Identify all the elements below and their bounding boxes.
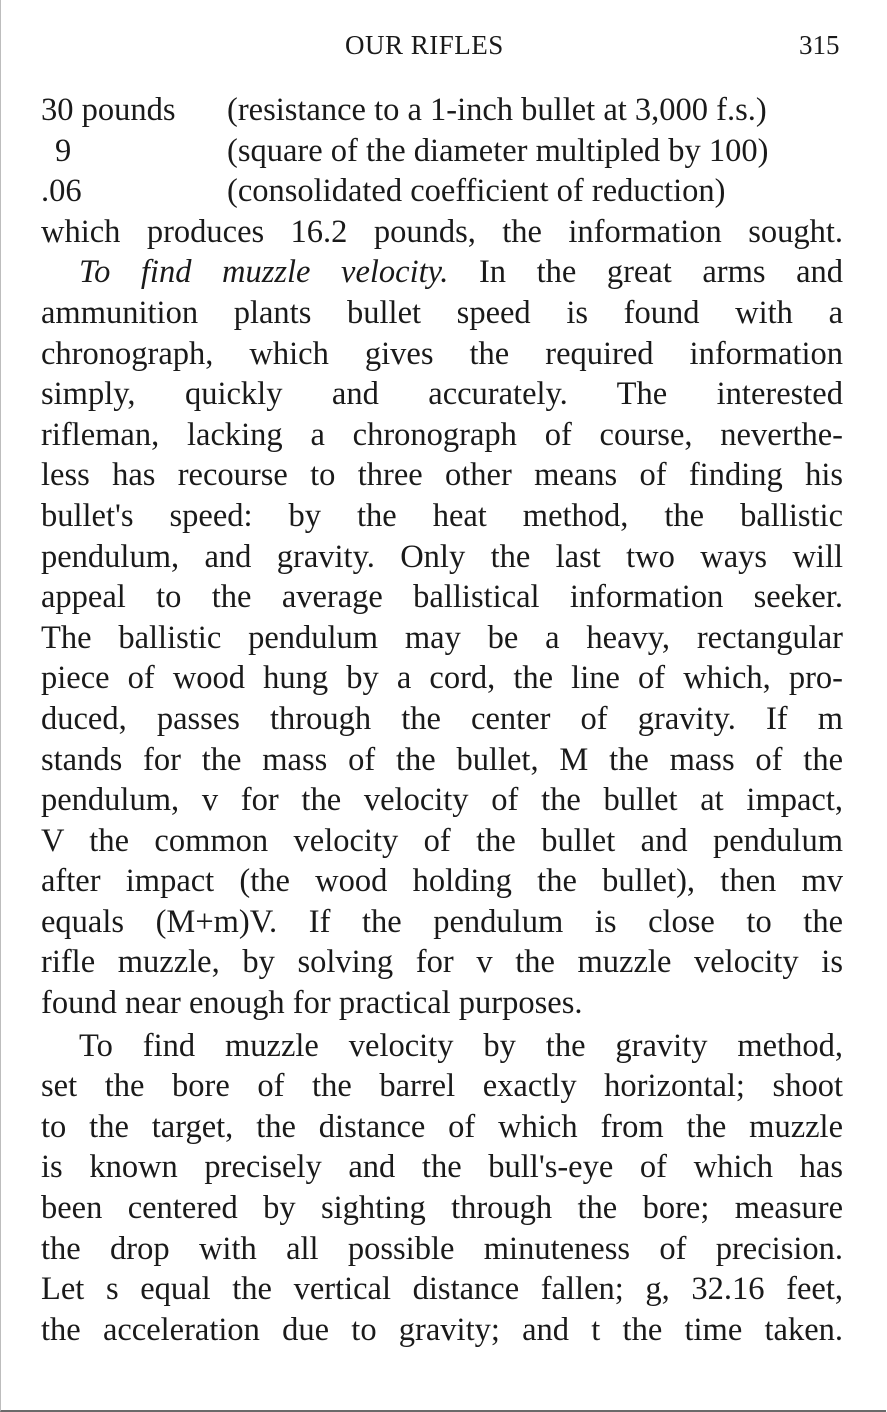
text-line: is known precisely and the bull's-eye of which has: [41, 1149, 843, 1186]
text-line: duced, passes through the center of gravity. If m: [41, 700, 843, 737]
text-line: found near enough for practical purposes.: [41, 985, 583, 1022]
text-line: V the common velocity of the bullet and pendulum: [41, 822, 843, 859]
text-line: ammunition plants bullet speed is found with a: [41, 294, 843, 331]
text-line: pendulum, v for the velocity of the bullet at impact,: [41, 782, 843, 819]
text-line: appeal to the average ballistical information seeker.: [41, 579, 843, 616]
text-line: The ballistic pendulum may be a heavy, rectangular: [41, 619, 843, 656]
text-line: bullet's speed: by the heat method, the ballistic: [41, 497, 843, 534]
text-line: piece of wood hung by a cord, the line of which, pro-: [41, 660, 843, 697]
text-line: set the bore of the barrel exactly horizontal; shoot: [41, 1068, 843, 1105]
text-line: chronograph, which gives the required information: [41, 335, 843, 372]
text-line: simply, quickly and accurately. The interested: [41, 376, 843, 413]
running-head-title: OUR RIFLES: [345, 30, 504, 60]
page-number: 315: [799, 30, 840, 60]
calculation-value: .06: [41, 173, 82, 210]
calculation-row: [41, 90, 843, 131]
text-line: pendulum, and gravity. Only the last two ways will: [41, 538, 843, 575]
calculation-value: 9: [55, 132, 72, 169]
section-heading: To find muzzle velocity.: [79, 254, 449, 291]
page-body: [41, 90, 843, 1350]
calculation-row: [41, 131, 843, 172]
calculation-value: 30 pounds: [41, 92, 176, 128]
calculation-row: [41, 171, 843, 212]
text-line: after impact (the wood holding the bullet), then mv: [41, 863, 843, 900]
text-line: the drop with all possible minuteness of precision.: [41, 1230, 843, 1267]
paragraph-text: In the great arms and: [448, 254, 843, 291]
result-line: which produces 16.2 pounds, the information sought.: [41, 213, 843, 250]
text-line: stands for the mass of the bullet, M the mass of the: [41, 741, 843, 778]
text-line: rifleman, lacking a chronograph of course, neverthe-: [41, 416, 843, 453]
running-head: [1, 30, 886, 66]
calculation-note: (resistance to a 1-inch bullet at 3,000 f.s.): [227, 92, 767, 128]
text-line: to the target, the distance of which from the muzzle: [41, 1108, 843, 1145]
text-line: equals (M+m)V. If the pendulum is close to the: [41, 903, 843, 940]
paragraph-first-line: To find muzzle velocity by the gravity method,: [79, 1027, 843, 1064]
text-line: less has recourse to three other means of finding his: [41, 457, 843, 494]
paragraph-first-line: [41, 252, 843, 293]
text-line: been centered by sighting through the bore; measure: [41, 1190, 843, 1227]
text-line: the acceleration due to gravity; and t the time taken.: [41, 1311, 843, 1348]
calculation-note: (square of the diameter multipled by 100): [227, 132, 769, 169]
calculation-note: (consolidated coefficient of reduction): [227, 173, 726, 210]
text-line: rifle muzzle, by solving for v the muzzle velocity is: [41, 944, 843, 981]
text-line: Let s equal the vertical distance fallen; g, 32.16 feet,: [41, 1271, 843, 1308]
